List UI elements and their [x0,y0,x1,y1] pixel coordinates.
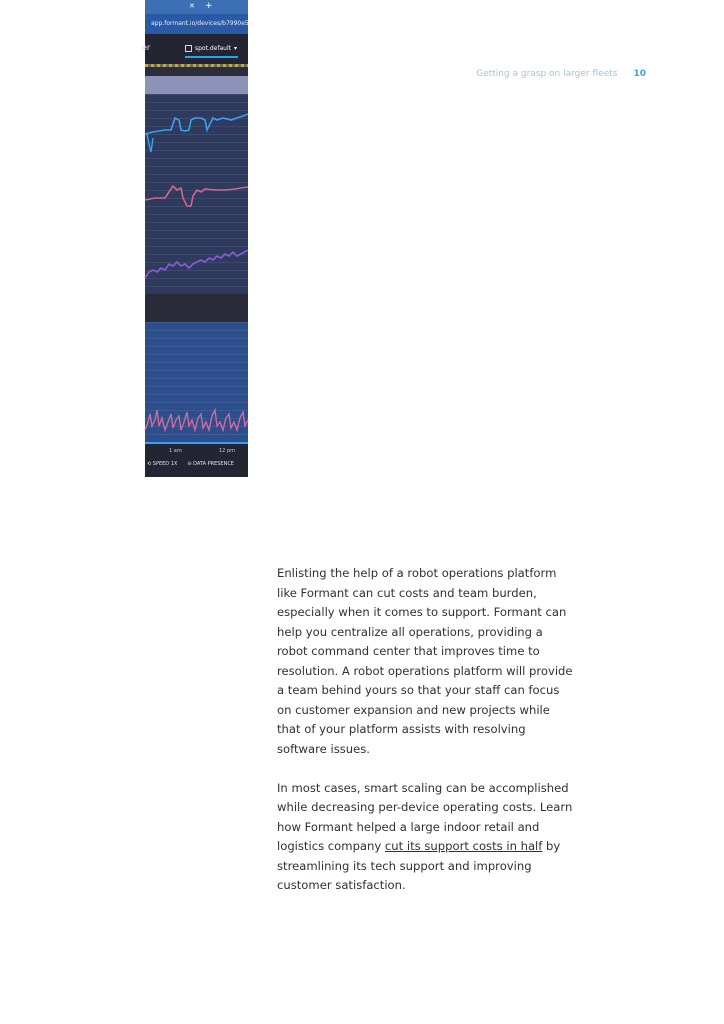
chevron-down-icon: ▾ [233,45,237,52]
series-blue-line-drop [147,134,153,152]
stream-select [185,45,237,52]
plot-separator [145,294,248,322]
speed-label: SPEED 1X [152,461,178,467]
series-blue-line [145,114,248,134]
data-presence-control: ⊖ DATA PRESENCE [187,461,234,467]
paragraph-text: by streamlining its tech support and improving customer satisfaction. [277,839,561,892]
time-axis [145,442,248,477]
telemetry-plot-upper [145,94,248,294]
header-title: Getting a grasp on larger fleets [476,69,618,79]
toolbar-label: er [142,43,151,52]
telemetry-plot-lower [145,322,248,442]
browser-tab-bar [145,0,248,14]
time-tick: 1 am [169,448,182,454]
speed-control: ⟲ SPEED 1X [147,461,178,467]
stream-icon [185,45,192,52]
page-number: 10 [633,69,646,79]
stream-select-value: spot.default [195,45,231,52]
close-tab-icon: ✕ [189,2,195,10]
running-header [476,69,646,79]
support-costs-link[interactable]: cut its support costs in half [384,839,543,853]
body-text [277,564,577,915]
time-tick: 12 pm [219,448,235,454]
series-bottom-line [145,410,248,430]
series-pink-line [145,186,248,206]
address-bar [145,14,255,34]
series-purple-line [145,250,248,278]
stream-underline [185,56,238,58]
plot-header-band [145,76,248,94]
paragraph-text: In most cases, smart scaling can be accomplished while decreasing per-device operating costs. Learn how Formant helped a large indoor retail and logistics company [277,780,573,853]
data-presence-label: DATA PRESENCE [193,461,234,467]
url-text: app.formant.io/devices/b7990e5a- [151,20,255,27]
paragraph [277,779,577,896]
timeline-scrub [145,64,248,67]
paragraph: Enlisting the help of a robot operations platform like Formant can cut costs and team burden, especially when it comes to support. Formant can help you centralize all operations, providing a robot command center that improves time to resolution. A robot operations platform will provide a team behind yours so that your staff can focus on customer expansion and new projects while that of your platform assists with resolving software issues. [277,566,573,756]
playback-controls [147,461,234,467]
dashboard-screenshot [142,0,255,475]
app-toolbar [142,34,248,64]
new-tab-icon: + [205,1,213,11]
